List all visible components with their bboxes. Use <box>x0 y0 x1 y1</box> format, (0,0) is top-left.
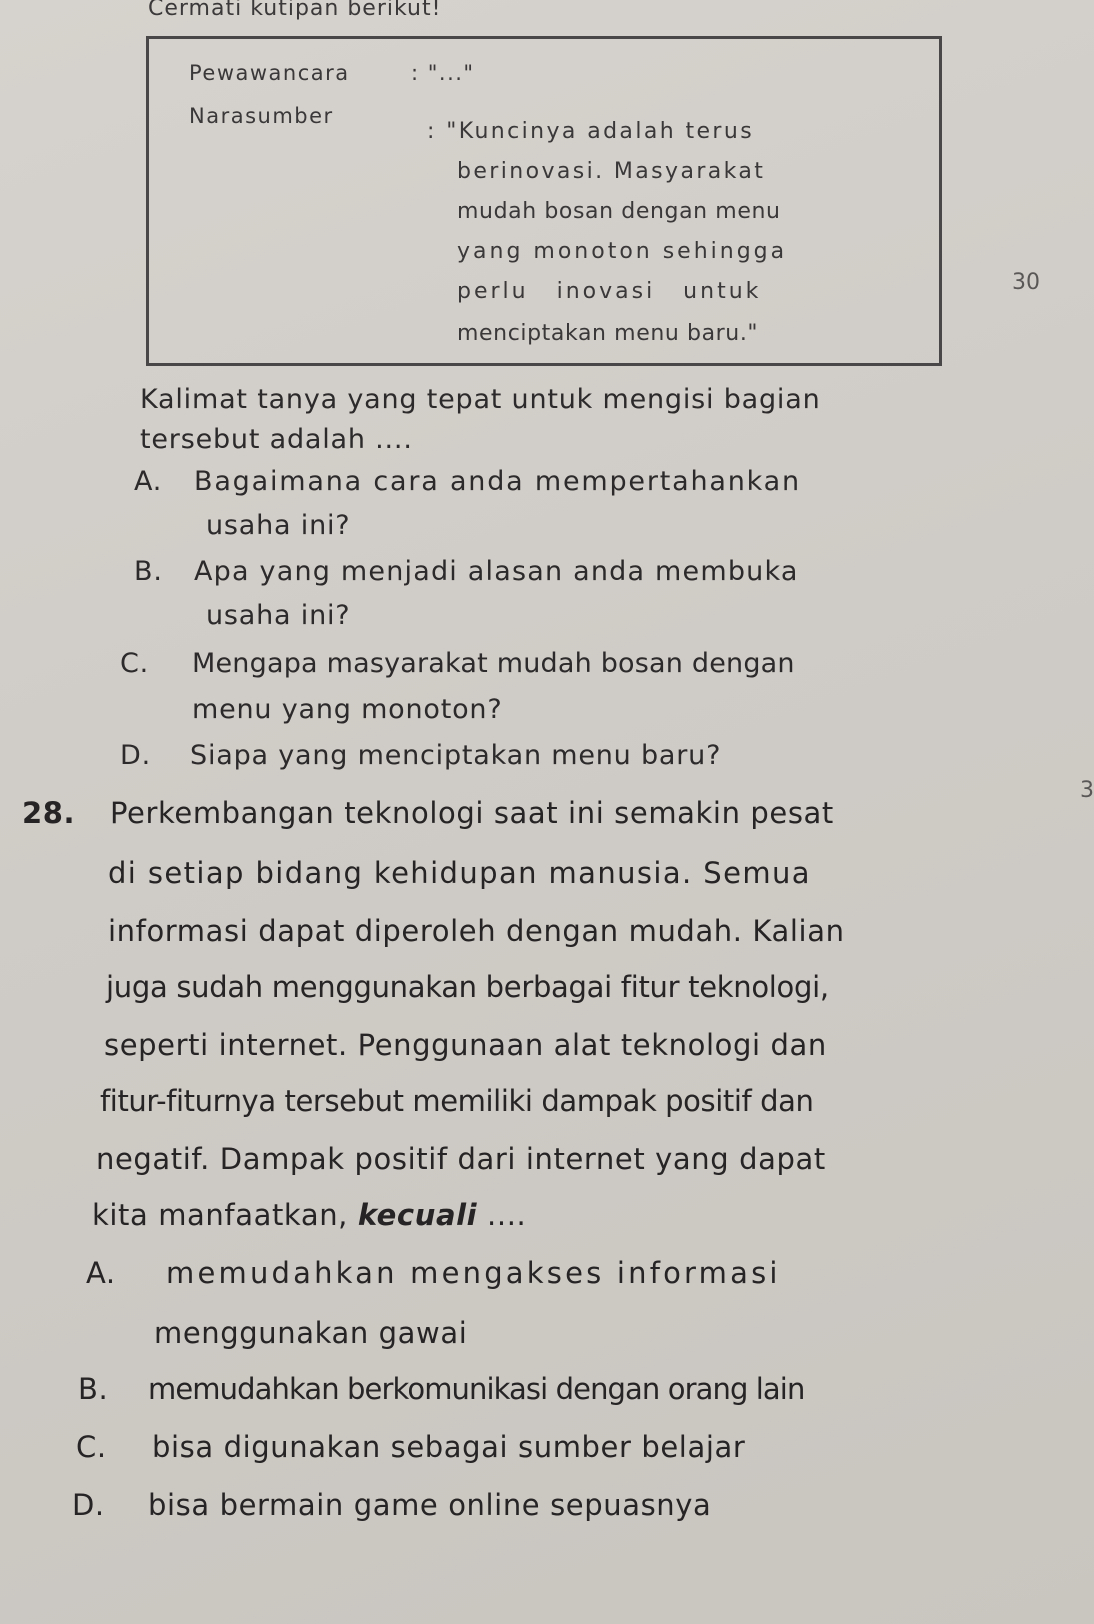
source-text-line: menciptakan menu baru." <box>457 321 759 346</box>
q28-stem-line: seperti internet. Penggunaan alat teknologi dan <box>104 1028 827 1062</box>
q28-option-d-letter: D. <box>72 1488 105 1522</box>
q28-option-b-text: memudahkan berkomunikasi dengan orang lain <box>148 1372 805 1406</box>
q28-option-a-text: menggunakan gawai <box>154 1316 468 1350</box>
q28-stem-line: negatif. Dampak positif dari internet yang dapat <box>96 1142 826 1176</box>
q28-stem-line: juga sudah menggunakan berbagai fitur teknologi, <box>106 970 829 1004</box>
q27-option-c-text: menu yang monoton? <box>192 694 503 725</box>
q27-stem-line: Kalimat tanya yang tepat untuk mengisi bagian <box>140 384 821 415</box>
q28-emphasis-word: kecuali <box>357 1198 478 1232</box>
interviewer-text: : "..." <box>411 61 475 85</box>
q27-option-a-text: Bagaimana cara anda mempertahankan <box>194 466 801 497</box>
q27-option-d-text: Siapa yang menciptakan menu baru? <box>190 740 722 771</box>
q27-option-a-text: usaha ini? <box>206 510 351 541</box>
source-text-line: perlu inovasi untuk <box>457 279 762 304</box>
q27-option-c-text: Mengapa masyarakat mudah bosan dengan <box>192 648 795 679</box>
q28-stem-prefix: kita manfaatkan, <box>92 1198 358 1232</box>
q28-option-a-text: memudahkan mengakses informasi <box>166 1256 781 1290</box>
q28-stem-last-line <box>92 1198 526 1232</box>
q28-stem-line: fitur-fiturnya tersebut memiliki dampak positif dan <box>100 1084 814 1118</box>
page-mark: 3 <box>1080 778 1094 803</box>
q28-option-a-letter: A. <box>86 1256 116 1290</box>
q27-option-a-letter: A. <box>134 466 163 497</box>
q28-stem-suffix: .... <box>477 1198 527 1232</box>
q28-option-c-text: bisa digunakan sebagai sumber belajar <box>152 1430 746 1464</box>
q27-option-c-letter: C. <box>120 648 150 679</box>
q27-option-b-text: Apa yang menjadi alasan anda membuka <box>194 556 799 587</box>
q27-option-d-letter: D. <box>120 740 151 771</box>
q27-stem-line: tersebut adalah .... <box>140 424 413 455</box>
q28-stem-line: di setiap bidang kehidupan manusia. Semua <box>108 856 811 890</box>
q27-option-b-text: usaha ini? <box>206 600 351 631</box>
q27-option-b-letter: B. <box>134 556 163 587</box>
source-text-line: yang monoton sehingga <box>457 239 788 264</box>
source-label: Narasumber <box>189 104 334 128</box>
q28-stem-line: informasi dapat diperoleh dengan mudah. Kalian <box>108 914 845 948</box>
q28-option-d-text: bisa bermain game online sepuasnya <box>148 1488 712 1522</box>
page-mark: 30 <box>1012 270 1040 295</box>
interviewer-label: Pewawancara <box>189 61 350 85</box>
source-text-line: mudah bosan dengan menu <box>457 199 781 224</box>
instruction-text: Cermati kutipan berikut! <box>148 0 442 21</box>
source-text-line: : "Kuncinya adalah terus <box>427 119 755 144</box>
source-text-line: berinovasi. Masyarakat <box>457 159 766 184</box>
q28-number: 28. <box>22 796 76 830</box>
q28-option-c-letter: C. <box>76 1430 107 1464</box>
q28-option-b-letter: B. <box>78 1372 109 1406</box>
q28-stem-line: Perkembangan teknologi saat ini semakin pesat <box>110 796 834 830</box>
quote-box <box>146 36 942 366</box>
